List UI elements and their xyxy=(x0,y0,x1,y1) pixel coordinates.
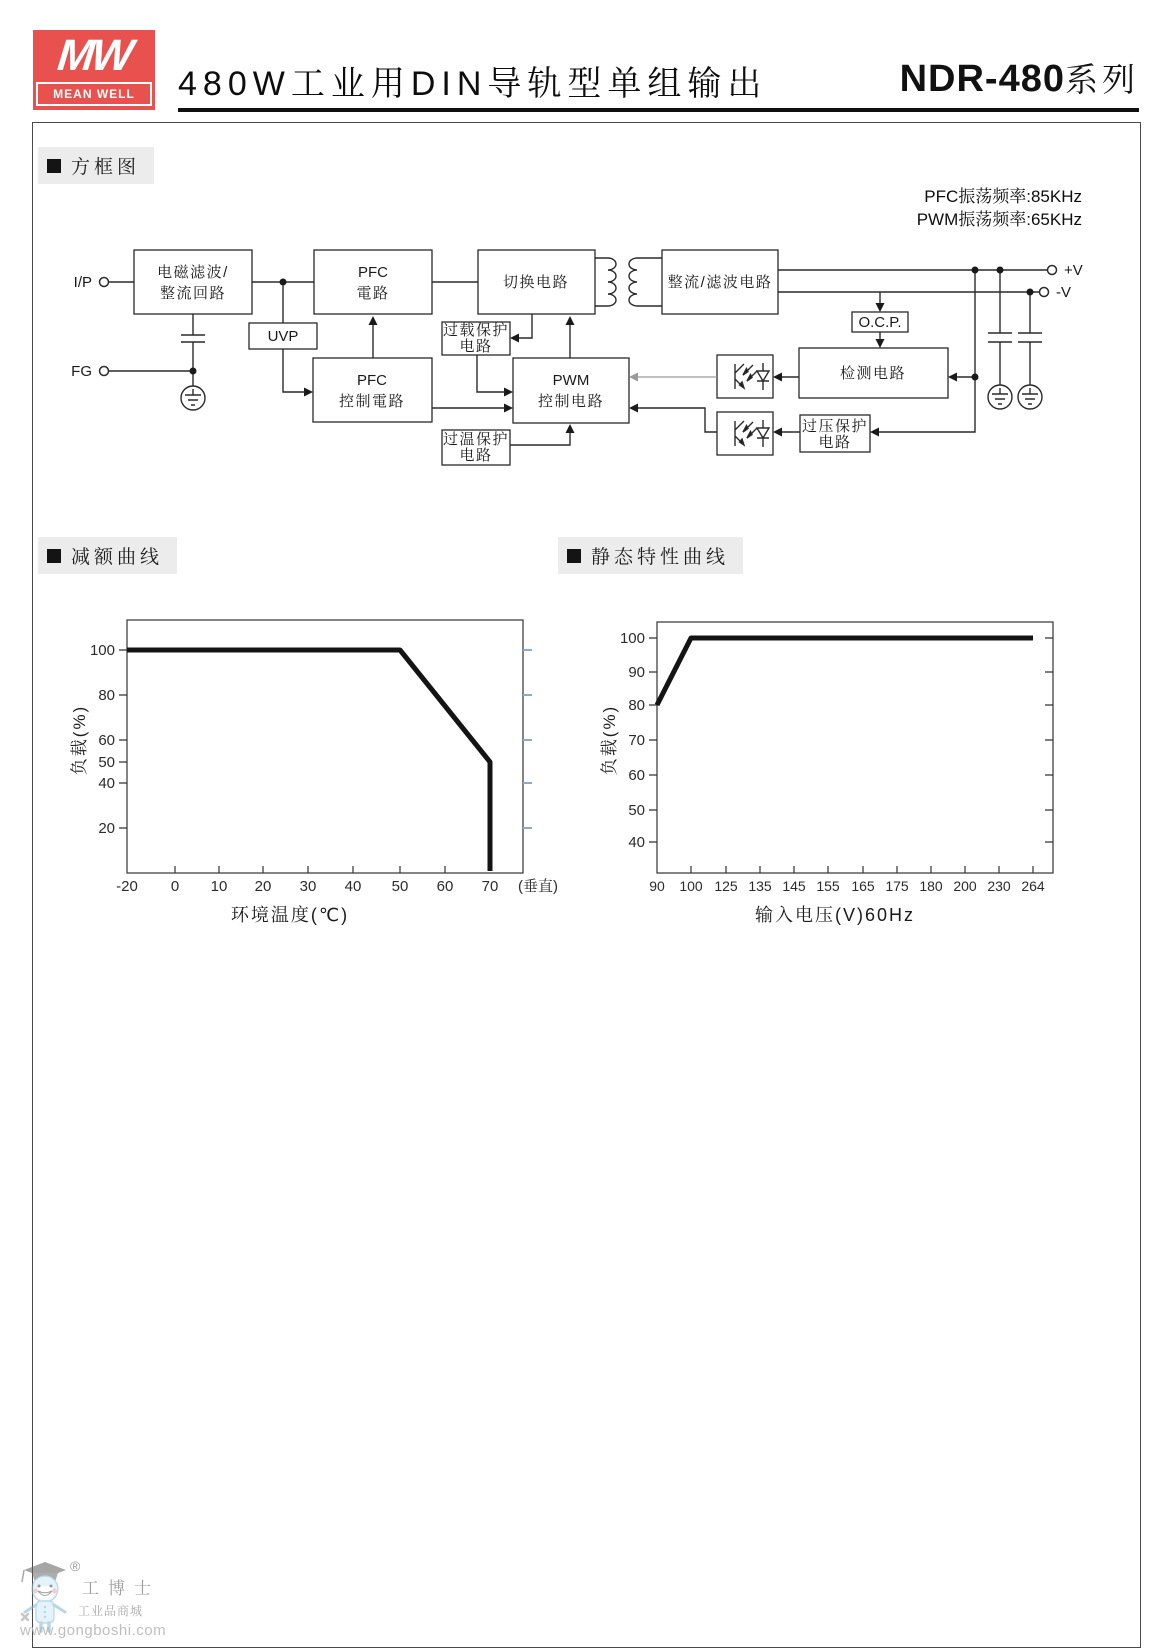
svg-text:50: 50 xyxy=(98,754,115,771)
vplus-terminal xyxy=(1048,266,1057,275)
label-ip: I/P xyxy=(73,274,92,291)
section-label-derating xyxy=(38,537,177,574)
watermark-subtitle: 工业品商城 xyxy=(78,1604,144,1618)
block-pfc-circuit xyxy=(314,250,432,314)
vertical-annotation: (垂直) xyxy=(518,878,558,895)
right-axis-ticks xyxy=(523,650,532,828)
right-axis-ticks xyxy=(1045,638,1053,842)
label-vminus: -V xyxy=(1056,284,1071,301)
vminus-terminal xyxy=(1040,288,1049,297)
pwm-frequency: PWM振荡频率:65KHz xyxy=(916,210,1082,229)
mw-logo-glyph: MW xyxy=(55,31,133,80)
svg-text:50: 50 xyxy=(628,802,645,819)
svg-text:155: 155 xyxy=(816,878,840,894)
label-pfc-2: 電路 xyxy=(356,285,390,302)
x-axis-title: 环境温度(℃) xyxy=(230,905,350,925)
block-emi-filter xyxy=(134,250,252,314)
svg-text:-20: -20 xyxy=(116,878,138,895)
svg-text:80: 80 xyxy=(98,687,115,704)
series-title xyxy=(900,54,1139,101)
series-suffix: 系列 xyxy=(1065,61,1139,98)
svg-text:135: 135 xyxy=(748,878,772,894)
svg-text:60: 60 xyxy=(436,878,454,895)
section-title: 静态特性曲线 xyxy=(591,547,730,568)
fg-terminal xyxy=(100,367,109,376)
input-terminal xyxy=(100,278,109,287)
svg-text:80: 80 xyxy=(628,697,645,714)
label-overload-2: 电路 xyxy=(459,338,493,355)
svg-text:70: 70 xyxy=(628,732,645,749)
block-pfc-control xyxy=(313,358,432,422)
y-axis-title: 负载(%) xyxy=(600,704,619,776)
section-title: 方框图 xyxy=(71,157,141,178)
label-ovp-2: 电路 xyxy=(818,434,852,451)
label-vplus: +V xyxy=(1064,262,1083,279)
svg-text:40: 40 xyxy=(628,834,645,851)
static-characteristics-chart xyxy=(580,590,1080,935)
label-pwm-2: 控制电路 xyxy=(537,393,605,410)
svg-text:50: 50 xyxy=(391,878,409,895)
label-pfc-ctrl-1: PFC xyxy=(357,372,387,389)
y-axis-title: 负载(%) xyxy=(70,704,89,776)
label-pwm-1: PWM xyxy=(552,372,590,389)
label-switch: 切换电路 xyxy=(502,274,570,291)
svg-text:90: 90 xyxy=(649,878,665,894)
svg-text:90: 90 xyxy=(628,664,645,681)
label-otp-2: 电路 xyxy=(459,447,493,464)
svg-text:200: 200 xyxy=(953,878,977,894)
watermark-brand: 工博士 xyxy=(82,1579,160,1598)
label-pfc-1: PFC xyxy=(358,264,388,281)
section-label-block-diagram xyxy=(38,147,154,184)
label-emi-2: 整流回路 xyxy=(159,285,227,302)
label-ocp: O.C.P. xyxy=(858,314,902,331)
x-axis-title: 输入电压(V)60Hz xyxy=(754,905,916,925)
label-overload-1: 过载保护 xyxy=(442,322,510,339)
y-tick-labels xyxy=(620,630,645,851)
section-bullet-icon xyxy=(47,549,61,563)
svg-text:145: 145 xyxy=(782,878,806,894)
svg-text:175: 175 xyxy=(885,878,909,894)
y-axis-ticks xyxy=(649,638,657,842)
x-tick-labels xyxy=(649,878,1045,894)
label-detect: 检测电路 xyxy=(839,365,907,382)
svg-text:70: 70 xyxy=(481,878,499,895)
block-pwm-control xyxy=(513,358,629,423)
plot-border xyxy=(657,622,1053,873)
x-tick-labels xyxy=(116,878,558,895)
svg-text:230: 230 xyxy=(987,878,1011,894)
label-uvp: UVP xyxy=(267,328,299,345)
svg-text:30: 30 xyxy=(299,878,317,895)
svg-text:20: 20 xyxy=(254,878,272,895)
svg-text:60: 60 xyxy=(628,767,645,784)
svg-text:10: 10 xyxy=(210,878,228,895)
plot-border xyxy=(127,620,523,873)
registered-mark: ® xyxy=(70,1558,81,1574)
svg-text:0: 0 xyxy=(170,878,180,895)
svg-text:125: 125 xyxy=(714,878,738,894)
label-fg: FG xyxy=(71,363,92,380)
svg-text:60: 60 xyxy=(98,732,115,749)
block-diagram xyxy=(30,225,1140,475)
svg-text:40: 40 xyxy=(98,775,115,792)
page-title: 480W工业用DIN导轨型单组输出 xyxy=(178,65,768,103)
svg-text:40: 40 xyxy=(344,878,362,895)
series-model: NDR-480 xyxy=(899,58,1065,100)
svg-text:165: 165 xyxy=(851,878,875,894)
svg-text:100: 100 xyxy=(679,878,703,894)
section-label-static-curve xyxy=(558,537,743,574)
label-otp-1: 过温保护 xyxy=(442,431,510,448)
x-axis-ticks xyxy=(175,866,445,873)
section-bullet-icon xyxy=(47,159,61,173)
svg-text:100: 100 xyxy=(89,642,115,659)
section-bullet-icon xyxy=(567,549,581,563)
section-title: 减额曲线 xyxy=(71,547,164,568)
label-emi-1: 电磁滤波/ xyxy=(157,264,229,281)
label-rectifier: 整流/滤波电路 xyxy=(667,274,773,291)
x-axis-ticks xyxy=(691,866,1033,873)
derating-chart xyxy=(60,590,560,935)
mean-well-wordmark: MEAN WELL xyxy=(36,82,152,106)
watermark-url: www.gongboshi.com xyxy=(20,1622,167,1639)
derating-curve xyxy=(127,650,490,871)
svg-text:20: 20 xyxy=(98,820,115,837)
svg-text:100: 100 xyxy=(619,630,645,647)
label-ovp-1: 过压保护 xyxy=(801,418,869,435)
header-divider xyxy=(178,108,1139,112)
pfc-frequency: PFC振荡频率:85KHz xyxy=(924,187,1082,206)
svg-text:264: 264 xyxy=(1021,878,1045,894)
label-pfc-ctrl-2: 控制電路 xyxy=(338,393,406,410)
mean-well-logo xyxy=(33,30,155,110)
svg-text:180: 180 xyxy=(919,878,943,894)
y-tick-labels xyxy=(90,642,115,837)
static-curve xyxy=(657,638,1033,705)
y-axis-ticks xyxy=(119,650,127,828)
